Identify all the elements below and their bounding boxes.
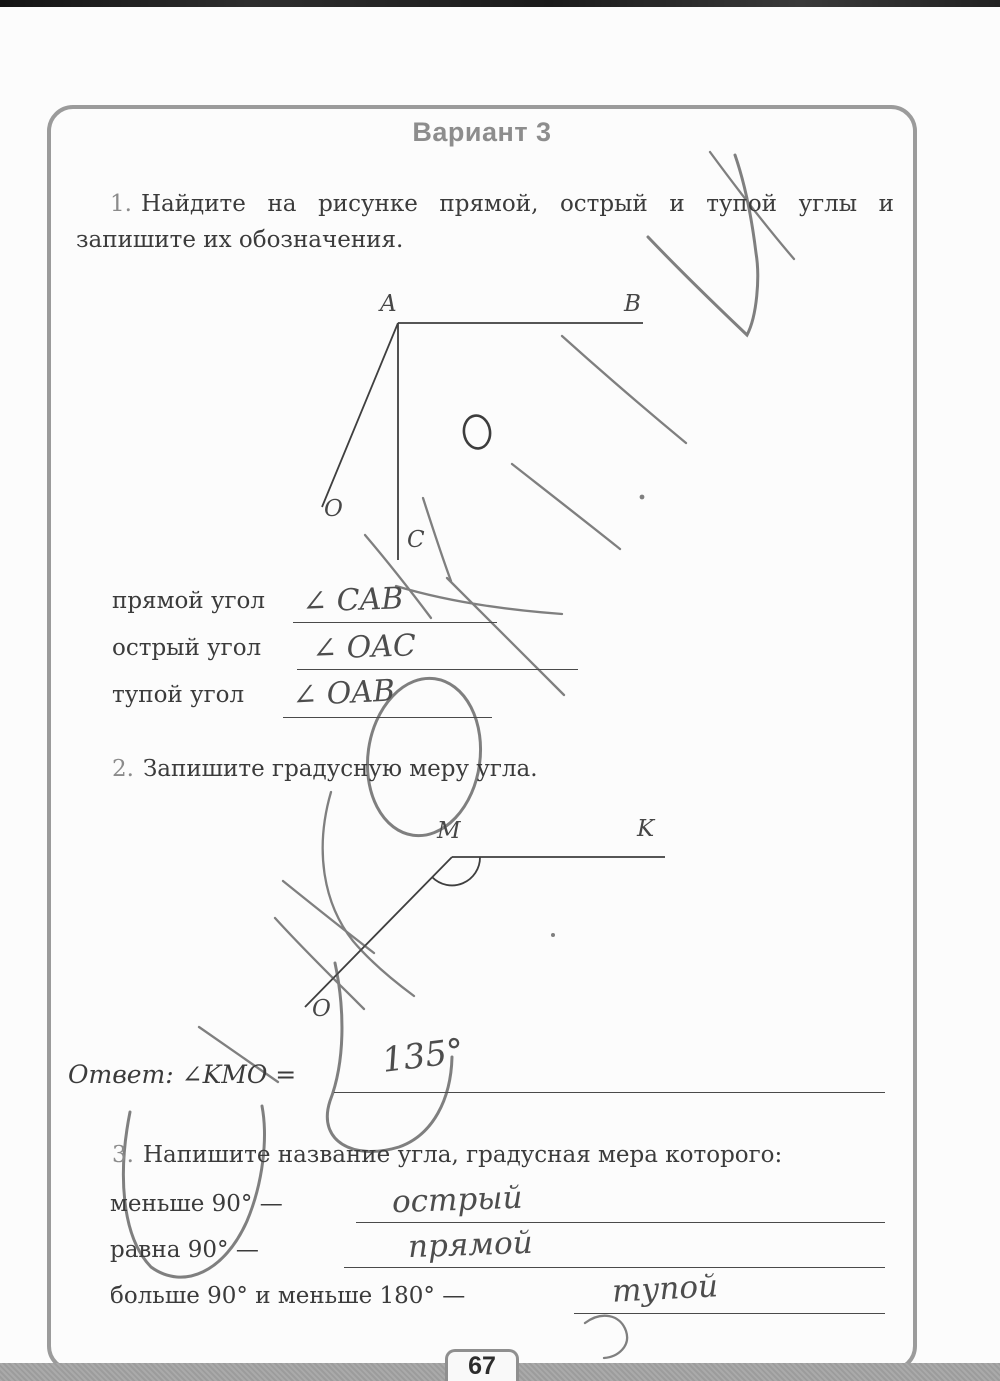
task1-answer2-handwriting: ∠ OAC [311, 628, 417, 667]
fig2-label-m: M [437, 818, 461, 844]
page-number: 67 [468, 1352, 496, 1380]
task1-answer1-handwriting: ∠ CAB [301, 581, 404, 620]
task3-text [112, 1142, 782, 1168]
fig1-label-c: C [407, 527, 425, 553]
task1-number: 1. [110, 191, 132, 217]
task2-text [112, 756, 538, 782]
task1-answer1-label: прямой угол [112, 588, 265, 614]
task2-text-line: Запишите градусную меру угла. [142, 756, 538, 782]
task2-number: 2. [112, 756, 134, 782]
task2-answer-handwriting: 135° [379, 1031, 467, 1081]
task1-answer3-label: тупой угол [112, 682, 245, 708]
task3-answer1-handwriting: острый [391, 1179, 524, 1221]
task3-answer1-label: меньше 90° — [110, 1191, 283, 1217]
task1-answer3-handwriting: ∠ OAB [291, 673, 396, 714]
page-number-tab [445, 1349, 519, 1381]
task1-text [76, 186, 894, 258]
task1-text-line1 [76, 186, 894, 222]
fig1-label-o: O [324, 496, 343, 522]
task3-text-line: Напишите название угла, градусная мера которого: [142, 1142, 783, 1168]
task3-answer2-label: равна 90° — [110, 1237, 259, 1263]
fig1-label-b: B [624, 291, 641, 317]
variant-title: Вариант 3 [412, 117, 552, 147]
task1-text-line2: запишите их обозначения. [76, 227, 404, 253]
task3-answer2-handwriting: прямой [407, 1224, 534, 1266]
task3-answer3-handwriting: тупой [611, 1268, 719, 1310]
task1-answer2-label: острый угол [112, 635, 262, 661]
task3-number: 3. [112, 1142, 134, 1168]
fig2-label-k: K [637, 816, 655, 842]
fig1-label-a: A [380, 291, 397, 317]
task1-line1-text: Найдите на рисунке прямой, острый и тупой углы и [140, 191, 894, 217]
fig2-label-o: O [312, 996, 331, 1022]
task2-answer-label: Ответ: ∠KMO = [68, 1060, 297, 1089]
scan-edge-strip [0, 0, 1000, 7]
task3-answer3-label: больше 90° и меньше 180° — [110, 1283, 466, 1309]
